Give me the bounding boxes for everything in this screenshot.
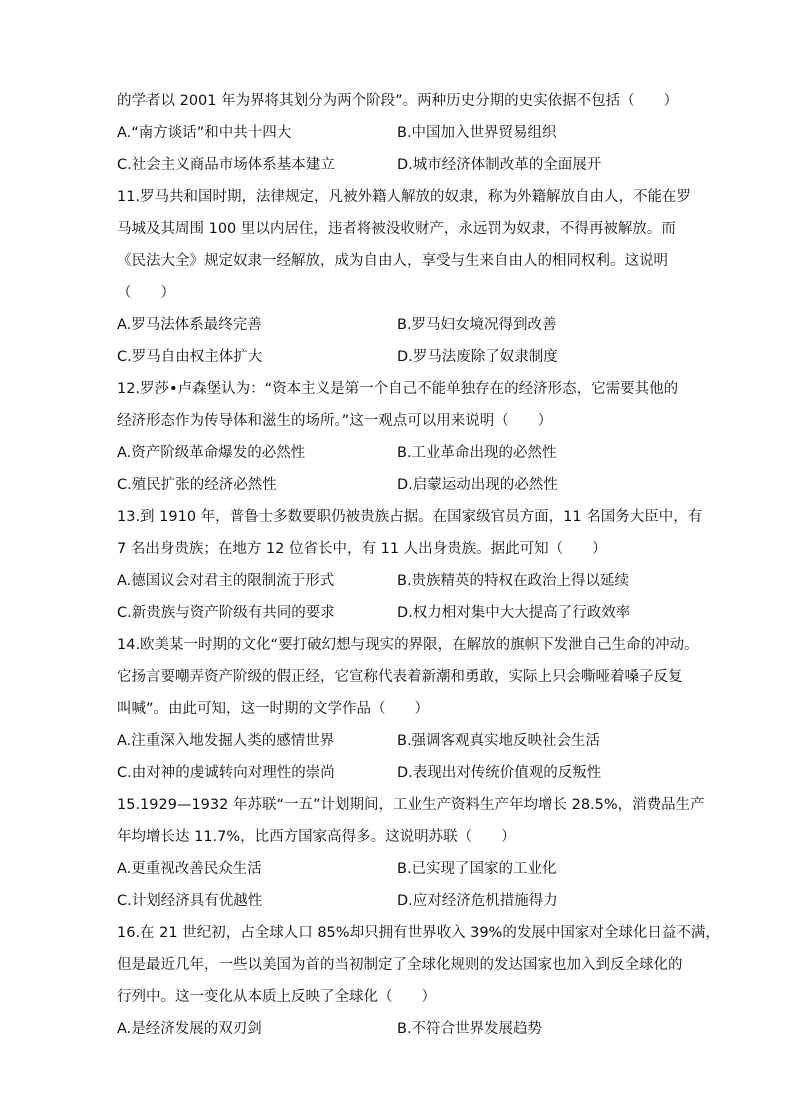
q12-stem-line-1: 12.罗莎•卢森堡认为：“资本主义是第一个自己不能单独存在的经济形态，它需要其他的 [117, 381, 679, 397]
q11-option-b: B.罗马妇女境况得到改善 [397, 317, 557, 333]
q10-stem-continuation: 的学者以 2001 年为界将其划分为两个阶段”。两种历史分期的史实依据不包括（ ） [117, 93, 679, 109]
q16-option-a: A.是经济发展的双刃剑 [117, 1021, 262, 1037]
q10-option-c: C.社会主义商品市场体系基本建立 [117, 157, 335, 173]
q15-option-c: C.计划经济具有优越性 [117, 893, 263, 909]
q13-stem-line-1: 13.到 1910 年，普鲁士多数要职仍被贵族占据。在国家级官员方面，11 名国务大臣中，有 [117, 509, 703, 525]
q11-stem-line-1: 11.罗马共和国时期，法律规定，凡被外籍人解放的奴隶，称为外籍解放自由人，不能在罗 [117, 189, 692, 205]
q11-option-a: A.罗马法体系最终完善 [117, 317, 262, 333]
q16-stem-line-3: 行列中。这一变化从本质上反映了全球化（ ） [117, 989, 436, 1005]
q15-option-a: A.更重视改善民众生活 [117, 861, 262, 877]
q14-option-a: A.注重深入地发掘人类的感情世界 [117, 733, 335, 749]
q11-stem-line-3: 《民法大全》规定奴隶一经解放，成为自由人，享受与生来自由人的相同权利。这说明 [117, 253, 668, 269]
q12-option-d: D.启蒙运动出现的必然性 [397, 477, 558, 493]
q14-stem-line-2: 它扬言要嘲弄资产阶级的假正经，它宣称代表着新潮和勇敢，实际上只会嘶哑着嗓子反复 [117, 669, 683, 685]
q14-stem-line-1: 14.欧美某一时期的文化“要打破幻想与现实的界限，在解放的旗帜下发泄自己生命的冲动。 [117, 637, 699, 653]
q12-option-a: A.资产阶级革命爆发的必然性 [117, 445, 306, 461]
q14-option-b: B.强调客观真实地反映社会生活 [397, 733, 601, 749]
q15-option-d: D.应对经济危机措施得力 [397, 893, 558, 909]
q10-option-d: D.城市经济体制改革的全面展开 [397, 157, 602, 173]
q10-option-a: A.“南方谈话”和中共十四大 [117, 125, 292, 141]
q11-option-c: C.罗马自由权主体扩大 [117, 349, 263, 365]
q13-option-a: A.德国议会对君主的限制流于形式 [117, 573, 335, 589]
q14-option-d: D.表现出对传统价值观的反叛性 [397, 765, 602, 781]
q16-option-b: B.不符合世界发展趋势 [397, 1021, 543, 1037]
q14-option-c: C.由对神的虔诚转向对理性的崇尚 [117, 765, 335, 781]
q15-stem-line-2: 年均增长达 11.7%，比西方国家高得多。这说明苏联（ ） [117, 829, 516, 845]
q13-option-d: D.权力相对集中大大提高了行政效率 [397, 605, 631, 621]
q11-stem-line-2: 马城及其周围 100 里以内居住，违者将被没收财产，永远罚为奴隶，不得再被解放。而 [117, 221, 676, 237]
q16-stem-line-2: 但是最近几年，一些以美国为首的当初制定了全球化规则的发达国家也加入到反全球化的 [117, 957, 683, 973]
q15-stem-line-1: 15.1929—1932 年苏联“一五”计划期间，工业生产资料生产年均增长 28.5%，消费品生产 [117, 797, 705, 813]
q10-option-b: B.中国加入世界贸易组织 [397, 125, 557, 141]
q16-stem-line-1: 16.在 21 世纪初，占全球人口 85%却只拥有世界收入 39%的发展中国家对全球化日益不满， [117, 925, 720, 941]
q14-stem-line-3: 叫喊”。由此可知，这一时期的文学作品（ ） [117, 701, 430, 717]
q12-stem-line-2: 经济形态作为传导体和滋生的场所。”这一观点可以用来说明（ ） [117, 413, 553, 429]
q11-stem-line-4: （ ） [117, 285, 175, 301]
q13-option-c: C.新贵族与资产阶级有共同的要求 [117, 605, 335, 621]
q12-option-c: C.殖民扩张的经济必然性 [117, 477, 277, 493]
q15-option-b: B.已实现了国家的工业化 [397, 861, 557, 877]
q11-option-d: D.罗马法废除了奴隶制度 [397, 349, 558, 365]
q13-stem-line-2: 7 名出身贵族；在地方 12 位省长中，有 11 人出身贵族。据此可知（ ） [117, 541, 607, 557]
q13-option-b: B.贵族精英的特权在政治上得以延续 [397, 573, 630, 589]
q12-option-b: B.工业革命出现的必然性 [397, 445, 557, 461]
